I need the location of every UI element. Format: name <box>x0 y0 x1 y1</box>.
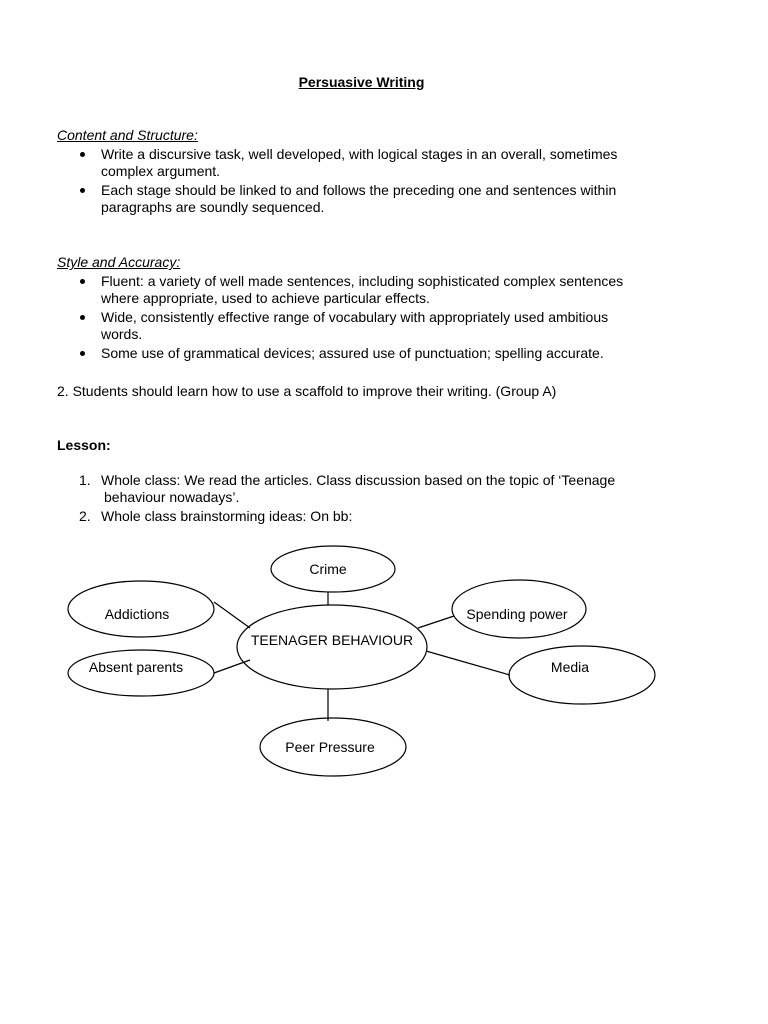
content-structure-heading: Content and Structure: <box>57 127 198 143</box>
addictions-label: Addictions <box>104 606 170 622</box>
media-bubble <box>509 646 655 704</box>
list-item-line: Each stage should be linked to and follows the preceding one and sentences within <box>101 182 617 198</box>
list-item-line: Whole class: We read the articles. Class discussion based on the topic of ‘Teenage <box>101 472 616 488</box>
lesson-heading: Lesson: <box>57 437 111 453</box>
spending-power-label: Spending power <box>466 606 568 622</box>
list-item-number: 1. <box>79 472 91 488</box>
list-item-line: Wide, consistently effective range of vocabulary with appropriately used ambitious <box>101 309 609 325</box>
list-item-line: behaviour nowadays’. <box>104 489 240 505</box>
crime-label: Crime <box>309 561 347 577</box>
list-item-line: Fluent: a variety of well made sentences, including sophisticated complex sentences <box>101 273 624 289</box>
list-item-line: paragraphs are soundly sequenced. <box>101 199 325 215</box>
media-label: Media <box>550 659 590 675</box>
connector-line <box>426 651 510 675</box>
list-item-line: where appropriate, used to achieve particular effects. <box>101 290 430 306</box>
list-item-line: Some use of grammatical devices; assured use of punctuation; spelling accurate. <box>101 345 604 361</box>
list-item-line: complex argument. <box>101 163 221 179</box>
absent-parents-label: Absent parents <box>88 659 184 675</box>
connector-line <box>214 660 250 673</box>
list-item-line: Write a discursive task, well developed, with logical stages in an overall, sometimes <box>101 146 618 162</box>
list-item-line: words. <box>101 326 143 342</box>
point-two-text: 2. Students should learn how to use a scaffold to improve their writing. (Group A) <box>57 383 557 399</box>
connector-line <box>214 602 250 628</box>
style-accuracy-heading: Style and Accuracy: <box>57 254 181 270</box>
list-item-number: 2. <box>79 508 91 524</box>
page-title: Persuasive Writing <box>298 74 425 90</box>
center-label: TEENAGER BEHAVIOUR <box>250 632 414 648</box>
peer-pressure-label: Peer Pressure <box>285 739 375 755</box>
list-item-line: Whole class brainstorming ideas: On bb: <box>101 508 353 524</box>
connector-line <box>418 616 454 628</box>
